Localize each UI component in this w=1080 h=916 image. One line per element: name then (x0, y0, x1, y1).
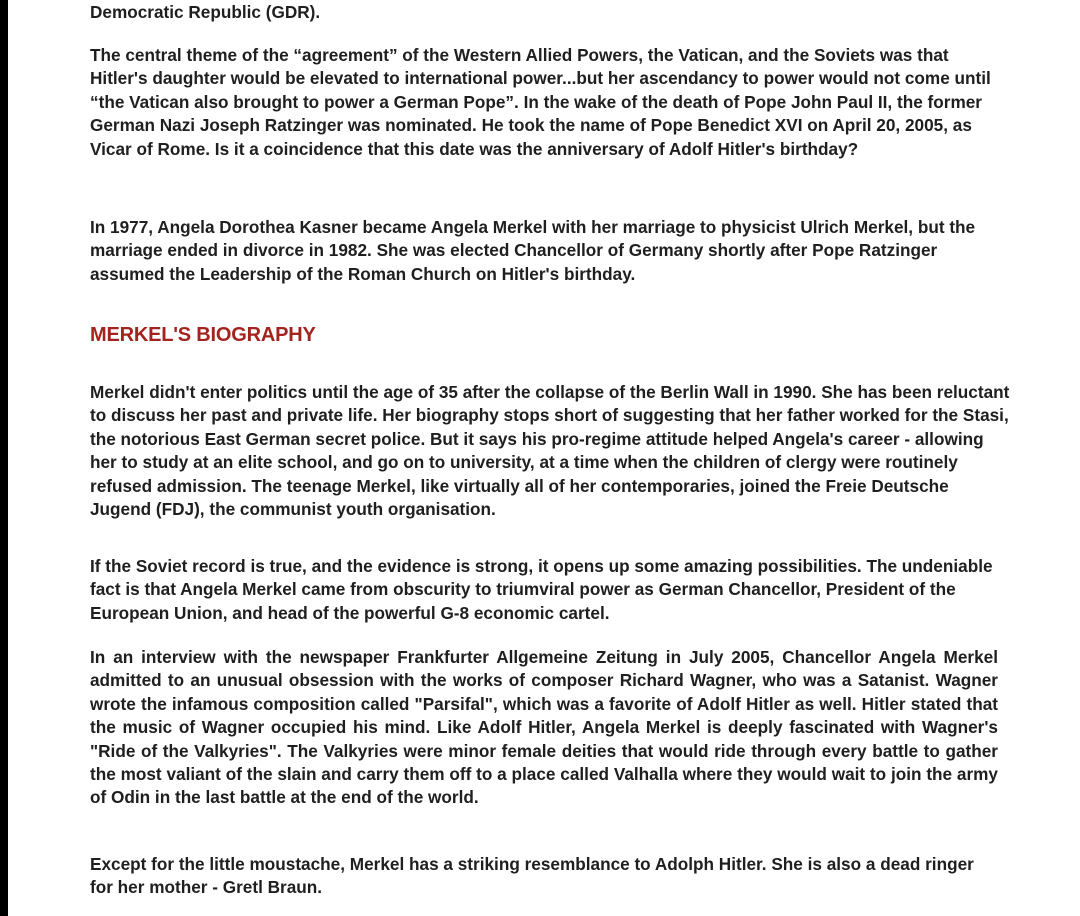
paragraph-soviet-record: If the Soviet record is true, and the evidence is strong, it opens up some amazing possibilities. The undeniable fact is that Angela Merkel came from obscurity to triumviral power as German Chancellor, President of the European Union, and head of the powerful G-8 economic cartel. (90, 556, 993, 623)
paragraph-resemblance: Except for the little moustache, Merkel has a striking resemblance to Adolph Hitler. She is also a dead ringer for her mother - Gretl Braun. (90, 854, 974, 898)
paragraph-kasner-marriage: In 1977, Angela Dorothea Kasner became Angela Merkel with her marriage to physicist Ulrich Merkel, but the marriage ended in divorce in 1982. She was elected Chancellor of Germany shortly after Pope Ratzinger assumed the Leadership of the Roman Church on Hitler's birthday. (90, 217, 976, 284)
paragraph-vatican-agreement: The central theme of the “agreement” of the Western Allied Powers, the Vatican, and the Soviets was that Hitler's daughter would be elevated to international power...but her ascendancy to power would not come until “the Vatican also brought to power a German Pope”. In the wake of the death of Pope John Paul II, the former German Nazi Joseph Ratzinger was nominated. He took the name of Pope Benedict XVI on April 20, 2005, as Vicar of Rome. Is it a coincidence that this date was the anniversary of Adolf Hitler's birthday? (90, 45, 991, 159)
paragraph-wagner-interview: In an interview with the newspaper Frankfurter Allgemeine Zeitung in July 2005, Chancellor Angela Merkel admitted to an unusual obsession with the works of composer Richard Wagner, who was a Satanist. Wagner wrote the infamous composition called "Parsifal", which was a favorite of Adolf Hitler as well. Hitler stated that the music of Wagner occupied his mind. Like Adolf Hitler, Angela Merkel is deeply fascinated with Wagner's "Ride of the Valkyries". The Valkyries were minor female deities that would ride through every battle to gather the most valiant of the slain and carry them off to a place called Valhalla where they would wait to join the army of Odin in the last battle at the end of the world. (90, 647, 998, 808)
left-edge-bar (0, 0, 8, 916)
section-heading-biography: MERKEL'S BIOGRAPHY (90, 324, 316, 346)
paragraph-fragment-top: Democratic Republic (GDR). (90, 2, 321, 22)
paragraph-merkel-politics: Merkel didn't enter politics until the age of 35 after the collapse of the Berlin Wall in 1990. She has been reluctant to discuss her past and private life. Her biography stops short of suggesting that her father worked for the Stasi, the notorious East German secret police. But it says his pro-regime attitude helped Angela's career - allowing her to study at an elite school, and go on to university, at a time when the children of clergy were routinely refused admission. The teenage Merkel, like virtually all of her contemporaries, joined the Freie Deutsche Jugend (FDJ), the communist youth organisation. (90, 382, 1010, 520)
